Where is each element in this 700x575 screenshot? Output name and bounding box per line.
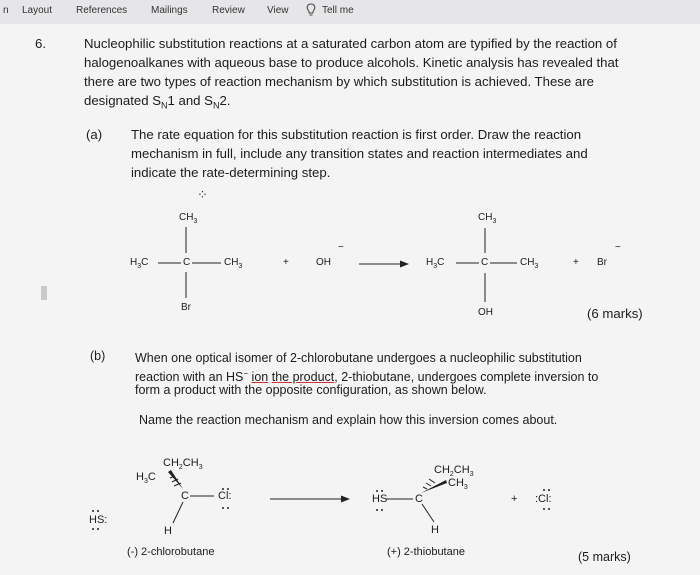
product-ch3-right: $CH_3$ xyxy=(520,257,539,270)
plus-sign-a1: + xyxy=(283,257,289,268)
reactant-h3c: $H_3C$ xyxy=(130,257,149,270)
arrowhead-b xyxy=(341,496,350,503)
lp-hs-top-2 xyxy=(97,510,99,512)
hash-right-3 xyxy=(429,479,435,483)
left-methyl: $H_3C$ xyxy=(136,471,156,486)
tab-review[interactable]: Review xyxy=(212,5,245,16)
tell-me-search[interactable]: Tell me xyxy=(322,5,354,16)
lightbulb-icon[interactable] xyxy=(305,3,317,20)
chloride-ion: :Cl: xyxy=(535,493,552,505)
label-chlorobutane: (-) 2-chlorobutane xyxy=(127,546,215,558)
right-hs: HS xyxy=(372,493,388,505)
part-a-marks: (6 marks) xyxy=(587,306,643,321)
left-central-c: C xyxy=(181,490,189,502)
sparkle-icon: ⁘ xyxy=(197,187,208,202)
arrowhead-a xyxy=(400,261,409,268)
lp-cl-bot-2 xyxy=(227,507,229,509)
plus-sign-a2: + xyxy=(573,257,579,268)
right-hydrogen: H xyxy=(431,524,439,536)
bromide-charge: − xyxy=(615,242,621,253)
lp-hs-bot-2 xyxy=(97,528,99,530)
product-ch3: $CH_3$ xyxy=(478,212,497,225)
part-b-label: (b) xyxy=(90,349,106,363)
left-hydrogen: H xyxy=(164,525,172,537)
reactant-br: Br xyxy=(181,302,191,313)
tab-layout[interactable]: Layout xyxy=(22,5,53,16)
right-central-c: C xyxy=(415,493,423,505)
lp-cl-ion-bot-2 xyxy=(548,508,550,510)
lp-s-bot-2 xyxy=(381,509,383,511)
left-chlorine: Cl: xyxy=(218,490,232,502)
wedge-bond-left xyxy=(168,470,183,489)
label-thiobutane: (+) 2-thiobutane xyxy=(387,546,465,558)
lp-cl-bot-1 xyxy=(222,507,224,509)
tab-view[interactable]: View xyxy=(267,5,289,16)
tab-mailings[interactable]: Mailings xyxy=(151,5,188,16)
bromide: Br xyxy=(597,257,607,268)
question-number: 6. xyxy=(35,36,46,51)
product-central-c: C xyxy=(481,257,489,268)
hash-right-2 xyxy=(426,483,431,486)
lp-s-bot-1 xyxy=(376,509,378,511)
left-ethyl: $CH_2CH_3$ xyxy=(163,457,203,472)
lp-hs-bot-1 xyxy=(92,528,94,530)
hydroxide-charge: − xyxy=(338,242,344,253)
ribbon-partial-tab[interactable]: n xyxy=(3,5,9,16)
intro-line-3: there are two types of reaction mechanism by which substitution is achieved. These are xyxy=(84,74,594,89)
lp-s-top-2 xyxy=(381,490,383,492)
right-ethyl: $CH_2CH_3$ xyxy=(434,464,474,479)
intro-line-1: Nucleophilic substitution reactions at a saturated carbon atom are typified by the reaction of xyxy=(84,36,617,51)
lp-s-top-1 xyxy=(376,490,378,492)
part-b-line-2: reaction with an HS− ion the product, 2-thiobutane, undergoes complete inversion to xyxy=(135,369,599,385)
part-a-line-1: The rate equation for this substitution reaction is first order. Draw the reaction xyxy=(131,127,582,142)
reactant-ch3: $CH_3$ xyxy=(179,212,198,225)
lp-cl-ion-top-1 xyxy=(543,489,545,491)
document-page xyxy=(0,24,700,575)
reactant-central-c: C xyxy=(183,257,191,268)
part-b-instruction: Name the reaction mechanism and explain how this inversion comes about. xyxy=(139,413,558,427)
right-methyl: $CH_3$ xyxy=(448,477,468,492)
tab-references[interactable]: References xyxy=(76,5,128,16)
product-h3c: $H_3C$ xyxy=(426,257,445,270)
intro-line-2: halogenoalkanes with aqueous base to produce alcohols. Kinetic analysis has revealed that xyxy=(84,55,619,70)
intro-line-4: designated $S_N1$ and $S_N2$. xyxy=(84,93,231,111)
part-a-line-3: indicate the rate-determining step. xyxy=(131,165,331,180)
bond-c-h-right xyxy=(422,504,434,522)
structure-bonds xyxy=(0,24,700,575)
hydroxide: OH xyxy=(316,257,331,268)
hash-right-1 xyxy=(423,487,427,489)
lp-hs-top-1 xyxy=(92,510,94,512)
lp-cl-top-1 xyxy=(222,488,224,490)
lp-cl-ion-bot-1 xyxy=(543,508,545,510)
plus-sign-b: + xyxy=(511,493,518,505)
bond-c-h-left xyxy=(173,502,183,523)
word-ribbon xyxy=(0,0,700,24)
lp-cl-top-2 xyxy=(227,488,229,490)
part-a-label: (a) xyxy=(86,127,103,142)
part-b-marks: (5 marks) xyxy=(578,550,631,564)
part-b-line-3: form a product with the opposite configuration, as shown below. xyxy=(135,383,487,397)
part-b-line-1: When one optical isomer of 2-chlorobutane undergoes a nucleophilic substitution xyxy=(135,351,582,365)
hs-nucleophile: HS: xyxy=(89,514,108,526)
reactant-ch3-right: $CH_3$ xyxy=(224,257,243,270)
part-a-line-2: mechanism in full, include any transition states and reaction intermediates and xyxy=(131,146,588,161)
lp-cl-ion-top-2 xyxy=(548,489,550,491)
product-oh: OH xyxy=(478,307,493,318)
